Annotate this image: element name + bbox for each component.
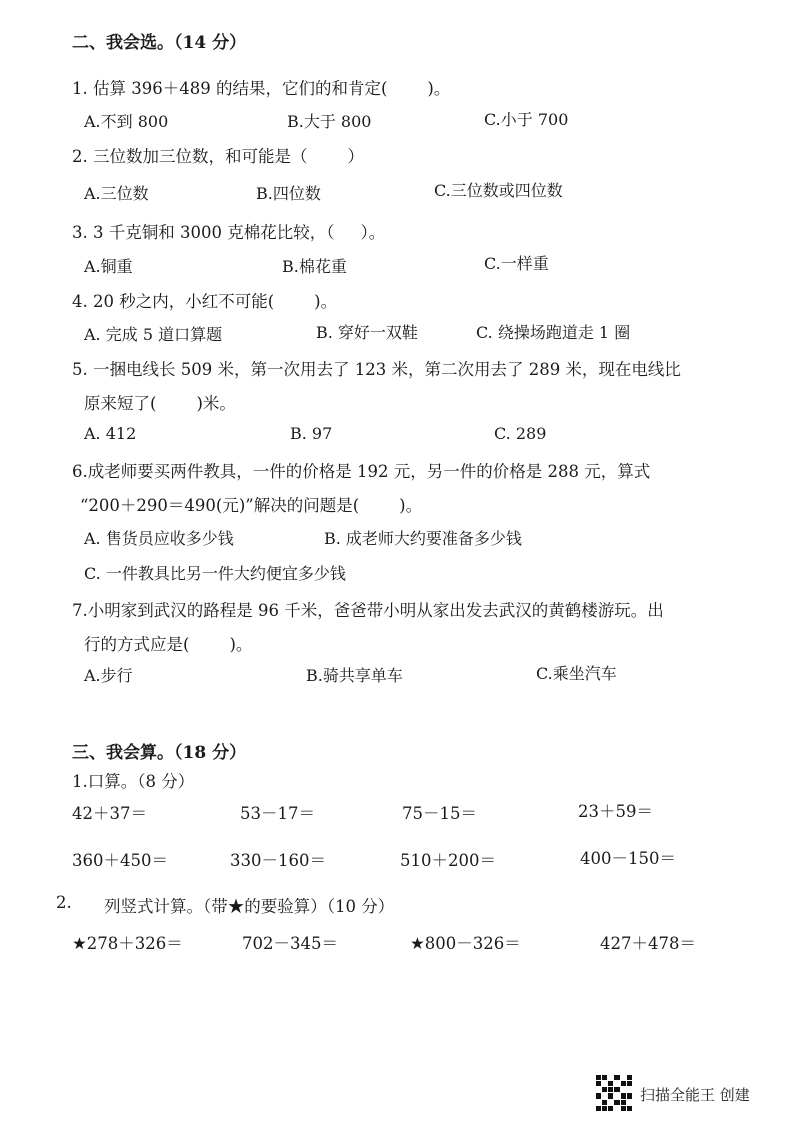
- mental-math-item: 400－150＝: [580, 849, 676, 868]
- section-3-title: 三、我会算。（18 分）: [72, 743, 247, 763]
- q7-option-c: C.乘坐汽车: [536, 664, 617, 683]
- mental-math-item: 330－160＝: [230, 851, 326, 870]
- q3-option-b: B.棉花重: [282, 257, 347, 276]
- q2-option-c: C.三位数或四位数: [434, 181, 563, 200]
- mental-math-item: 360＋450＝: [72, 851, 168, 870]
- question-7: 7.小明家到武汉的路程是 96 千米，爸爸带小明从家出发去武汉的黄鹤楼游玩。出: [72, 601, 664, 620]
- mental-math-item: 42＋37＝: [72, 804, 147, 823]
- q5-option-a: A. 412: [84, 424, 137, 443]
- question-6-line-2: [80, 492, 422, 516]
- q1-option-c: C.小于 700: [484, 110, 569, 129]
- vertical-calc-item: ★800－326＝: [410, 934, 521, 953]
- q1-option-a: A.不到 800: [84, 112, 169, 131]
- vertical-calc-item: 427＋478＝: [600, 934, 696, 953]
- section-2-title: 二、我会选。（14 分）: [72, 33, 247, 53]
- q2-option-b: B.四位数: [256, 184, 321, 203]
- question-1: [72, 75, 450, 99]
- question-5-line-2: [84, 390, 236, 414]
- q7-option-a: A.步行: [84, 666, 133, 685]
- q4-option-c: C. 绕操场跑道走 1 圈: [476, 323, 631, 342]
- qr-code-icon: [596, 1075, 632, 1111]
- question-2: [72, 143, 364, 167]
- question-4: [72, 288, 337, 312]
- question-4-stem-end: )。: [314, 292, 338, 311]
- vertical-calc-title: 列竖式计算。（带★的要验算）（10 分）: [104, 897, 395, 916]
- question-3: [72, 219, 385, 243]
- mental-math-item: 53－17＝: [240, 804, 315, 823]
- q7-option-b: B.骑共享单车: [306, 666, 403, 685]
- question-5: 5. 一捆电线长 509 米，第一次用去了 123 米，第二次用去了 289 米，现在电线比: [72, 360, 681, 379]
- mental-math-title: 1.口算。（8 分）: [72, 772, 195, 791]
- question-1-stem: 1. 估算 396＋489 的结果，它们的和肯定(: [72, 79, 388, 98]
- question-2-stem-end: ）: [347, 147, 364, 166]
- mental-math-item: 75－15＝: [402, 804, 477, 823]
- vertical-calc-item: ★278＋326＝: [72, 934, 183, 953]
- mental-math-item: 510＋200＝: [400, 851, 496, 870]
- q1-option-b: B.大于 800: [287, 112, 372, 131]
- question-7-line-2a: 行的方式应是(: [84, 635, 190, 654]
- question-7-line-2b: )。: [229, 635, 253, 654]
- vertical-calc-number: 2.: [56, 893, 72, 912]
- question-6-line-2b: )。: [399, 496, 423, 515]
- question-6-line-2a: “200＋290＝490(元)”解决的问题是(: [80, 496, 360, 515]
- vertical-calc-item: 702－345＝: [242, 934, 338, 953]
- q6-option-c: C. 一件教具比另一件大约便宜多少钱: [84, 564, 346, 583]
- q3-option-a: A.铜重: [84, 257, 133, 276]
- q5-option-c: C. 289: [494, 424, 547, 443]
- question-6: 6.成老师要买两件教具，一件的价格是 192 元，另一件的价格是 288 元，算式: [72, 462, 651, 481]
- q3-option-c: C.一样重: [484, 254, 549, 273]
- question-4-stem: 4. 20 秒之内，小红不可能(: [72, 292, 275, 311]
- question-7-line-2: [84, 631, 252, 655]
- q4-option-a: A. 完成 5 道口算题: [84, 325, 223, 344]
- q2-option-a: A.三位数: [84, 184, 149, 203]
- question-3-stem: 3. 3 千克铜和 3000 克棉花比较，（: [72, 223, 335, 242]
- question-3-stem-end: ）。: [360, 223, 386, 242]
- scanner-brand-text: 扫描全能王 创建: [640, 1086, 750, 1104]
- question-1-stem-end: )。: [427, 79, 451, 98]
- q5-option-b: B. 97: [290, 424, 333, 443]
- q6-option-a: A. 售货员应收多少钱: [84, 529, 234, 548]
- q6-option-b: B. 成老师大约要准备多少钱: [324, 529, 522, 548]
- q4-option-b: B. 穿好一双鞋: [316, 323, 418, 342]
- question-2-stem: 2. 三位数加三位数，和可能是（: [72, 147, 308, 166]
- question-5-line-2a: 原来短了(: [84, 394, 157, 413]
- mental-math-item: 23＋59＝: [578, 802, 653, 821]
- question-5-line-2b: )米。: [196, 394, 236, 413]
